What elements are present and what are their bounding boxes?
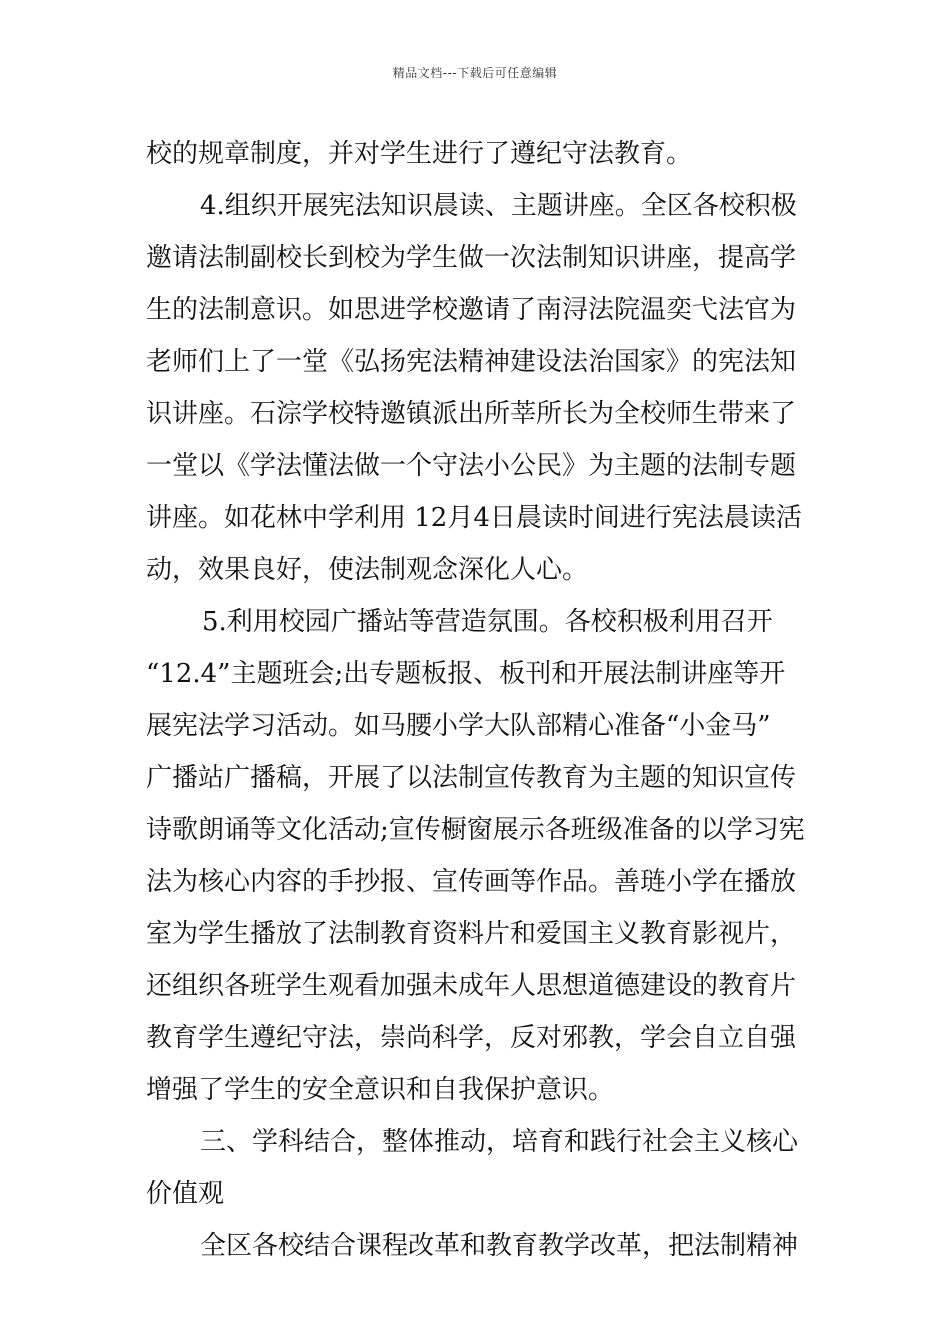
- text-line: “12.4”主题班会;出专题板报、板刊和开展法制讲座等开: [146, 659, 786, 689]
- text-line: 还组织各班学生观看加强未成年人思想道德建设的教育片: [146, 971, 797, 1001]
- text-line: 老师们上了一堂《弘扬宪法精神建设法治国家》的宪法知: [146, 347, 797, 377]
- text-line: 室为学生播放了法制教育资料片和爱国主义教育影视片，: [146, 919, 797, 949]
- text-line: 动，效果良好，使法制观念深化人心。: [146, 555, 589, 585]
- text-line: 法为核心内容的手抄报、宣传画等作品。善琏小学在播放: [146, 867, 797, 897]
- text-line: 邀请法制副校长到校为学生做一次法制知识讲座，提高学: [146, 243, 797, 273]
- section-heading: 三、学科结合，整体推动，培育和践行社会主义核心: [200, 1127, 799, 1157]
- text-line: 全区各校结合课程改革和教育教学改革，把法制精神: [200, 1231, 799, 1261]
- section-heading-cont: 价值观: [146, 1179, 225, 1209]
- text-line: 识讲座。石淙学校特邀镇派出所莘所长为全校师生带来了: [146, 399, 797, 429]
- page-header: 精品文档---下载后可任意编辑: [392, 66, 558, 80]
- text-line: 教育学生遵纪守法，崇尚科学，反对邪教，学会自立自强: [146, 1023, 797, 1053]
- text-line: 诗歌朗诵等文化活动;宣传橱窗展示各班级准备的以学习宪: [146, 815, 805, 845]
- text-line: 讲座。如花林中学利用 12月4日晨读时间进行宪法晨读活: [146, 503, 802, 533]
- text-line: 展宪法学习活动。如马腰小学大队部精心准备“小金马”: [146, 711, 771, 741]
- text-line: 4.组织开展宪法知识晨读、主题讲座。全区各校积极: [200, 191, 797, 221]
- document-body: [146, 128, 810, 1272]
- text-line: 一堂以《学法懂法做一个守法小公民》为主题的法制专题: [146, 451, 797, 481]
- text-line: 5.利用校园广播站等营造氛围。各校积极利用召开: [202, 607, 773, 637]
- text-line: 增强了学生的安全意识和自我保护意识。: [146, 1075, 615, 1105]
- text-line: 广播站广播稿，开展了以法制宣传教育为主题的知识宣传: [146, 763, 797, 793]
- text-line: 校的规章制度，并对学生进行了遵纪守法教育。: [146, 139, 693, 169]
- text-line: 生的法制意识。如思进学校邀请了南浔法院温奕弋法官为: [146, 295, 797, 325]
